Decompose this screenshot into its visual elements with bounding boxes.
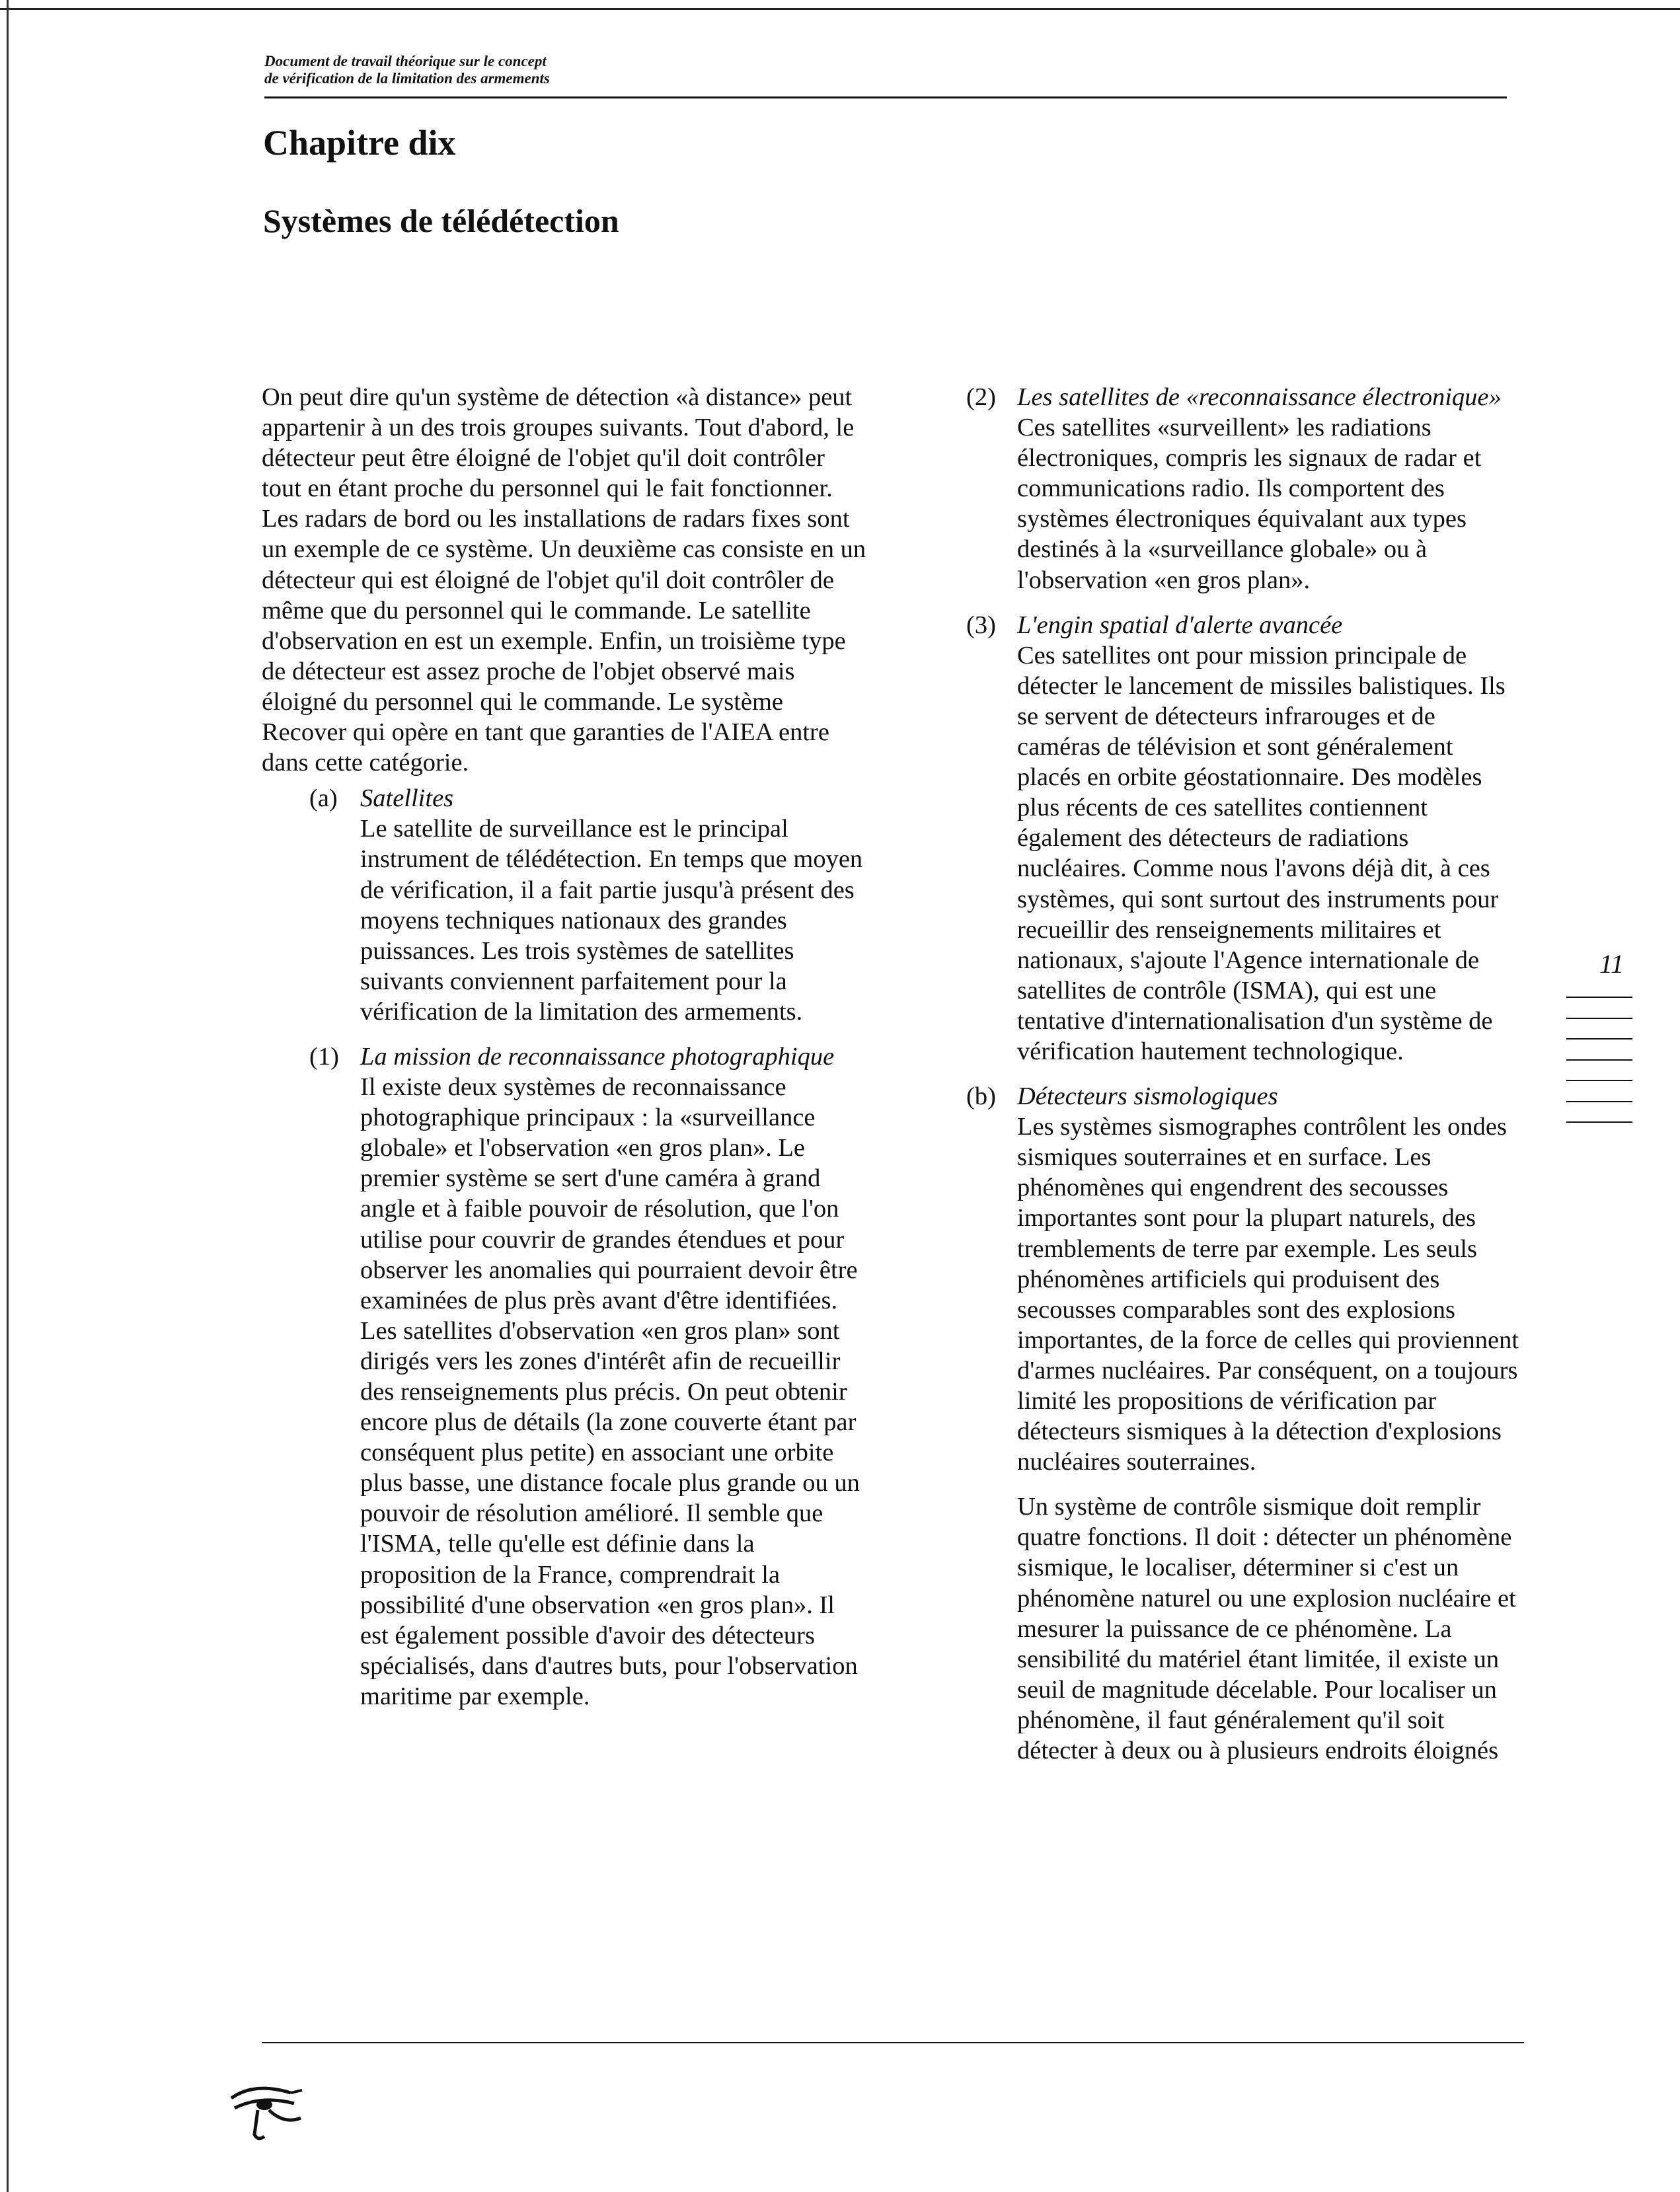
item-body: Ces satellites ont pour mission principale de détecter le lancement de missiles balistiques. Ils se servent de détecteurs infrarouges et de caméras de télévision et sont généralement placés en orbite géostationnaire. Des modèles plus récents de ces satellites contiennent également des détecteurs de radiations nucléaires. Comme nous l'avons déjà dit, à ces systèmes, qui sont surtout des instruments pour recueillir des renseignements militaires et nationaux, s'ajoute l'Agence internationale de satellites de contrôle (ISMA), qui est une tentative d'internationalisation d'un système de vérification hautement technologique. bbox=[1017, 641, 1506, 1065]
item-marker: (1) bbox=[309, 1042, 339, 1071]
item-body: Il existe deux systèmes de reconnaissance photographique principaux : la «surveillance globale» et l'observation «en gros plan». Le premier système se sert d'une caméra à grand angle et à faible pouvoir de résolution, que l'on utilise pour couvrir de grandes étendues et pour observer les anomalies qui pourraient devoir être examinées de plus près avant d'être identifiées. Les satellites d'observation «en gros plan» sont dirigés vers les zones d'intérêt afin de recueillir des renseignements plus précis. On peut obtenir encore plus de détails (la zone couverte étant par conséquent plus petite) en associant une orbite plus basse, une distance focale plus grande ou un pouvoir de résolution amélioré. Il semble que l'ISMA, telle qu'elle est définie dans la proposition de la France, comprendrait la possibilité d'une observation «en gros plan». Il est également possible d'avoir des détecteurs spécialisés, dans d'autres buts, pour l'observation maritime par exemple. bbox=[360, 1073, 860, 1710]
item-marker: (a) bbox=[309, 784, 338, 813]
item-a-satellites bbox=[309, 783, 866, 1027]
logo-svg bbox=[228, 2078, 307, 2144]
chapter-title: Chapitre dix bbox=[263, 123, 456, 163]
item-marker: (b) bbox=[966, 1082, 996, 1111]
header-rule bbox=[264, 96, 1507, 98]
margin-rule-lines bbox=[1566, 997, 1632, 1143]
margin-rule bbox=[1566, 1080, 1632, 1081]
item-body: Le satellite de surveillance est le principal instrument de télédétection. En temps que moyen de vérification, il a fait partie jusqu'à présent des moyens techniques nationaux des grandes puissances. Les trois systèmes de satellites suivants conviennent parfaitement pour la vérification de la limitation des armements. bbox=[360, 815, 863, 1026]
margin-rule bbox=[1566, 1018, 1632, 1019]
intro-paragraph: On peut dire qu'un système de détection «à distance» peut appartenir à un des trois groupes suivants. Tout d'abord, le détecteur peut être éloigné de l'objet qu'il doit contrôler tout en étant proche du personnel qui le fait fonctionner. Les radars de bord ou les installations de radars fixes sont un exemple de ce système. Un deuxième cas consiste en un détecteur qui est éloigné de l'objet qu'il doit contrôler de même que du personnel qui le commande. Le satellite d'observation en est un exemple. Enfin, un troisième type de détecteur est assez proche de l'objet observé mais éloigné du personnel qui le commande. Le système Recover qui opère en tant que garanties de l'AIEA entre dans cette catégorie. bbox=[262, 383, 866, 777]
margin-rule bbox=[1566, 1038, 1632, 1039]
item-heading: Détecteurs sismologiques bbox=[1017, 1082, 1278, 1111]
item-b-seismic bbox=[966, 1081, 1521, 1477]
footer-rule bbox=[262, 2042, 1524, 2043]
item-heading: Les satellites de «reconnaissance électronique» bbox=[1017, 383, 1502, 411]
running-header-line-1: Document de travail théorique sur le concept bbox=[264, 53, 547, 69]
margin-rule bbox=[1566, 997, 1632, 998]
right-column bbox=[966, 382, 1521, 1766]
item-2-electronic-recon bbox=[966, 382, 1521, 595]
eye-of-horus-logo-icon bbox=[228, 2078, 307, 2148]
seismic-paragraph-2: Un système de contrôle sismique doit remplir quatre fonctions. Il doit : détecter un phénomène sismique, le localiser, déterminer si c'est un phénomène naturel ou une explosion nucléaire et mesurer la puissance de ce phénomène. La sensibilité du matériel étant limitée, il existe un seuil de magnitude décelable. Pour localiser un phénomène, il faut généralement qu'il soit détecter à deux ou à plusieurs endroits éloignés bbox=[1017, 1493, 1516, 1765]
page-number: 11 bbox=[1599, 949, 1624, 979]
item-3-early-warning bbox=[966, 610, 1521, 1067]
left-edge-rule bbox=[7, 0, 9, 2192]
running-header bbox=[264, 53, 550, 87]
top-edge-rule bbox=[0, 8, 1680, 10]
item-heading: La mission de reconnaissance photographique bbox=[360, 1042, 835, 1071]
item-body: Ces satellites «surveillent» les radiations électroniques, compris les signaux de radar et communications radio. Ils comportent des systèmes électroniques équivalant aux types destinés à la «surveillance globale» ou à l'observation «en gros plan». bbox=[1017, 414, 1482, 594]
item-heading: Satellites bbox=[360, 784, 454, 813]
item-marker: (3) bbox=[966, 611, 996, 639]
left-column bbox=[262, 382, 866, 1712]
running-header-line-2: de vérification de la limitation des armements bbox=[264, 70, 550, 87]
item-1-photo-recon bbox=[309, 1041, 866, 1712]
section-title: Systèmes de télédétection bbox=[263, 202, 619, 239]
margin-rule bbox=[1566, 1101, 1632, 1102]
margin-rule bbox=[1566, 1059, 1632, 1061]
item-heading: L'engin spatial d'alerte avancée bbox=[1017, 611, 1343, 639]
margin-rule bbox=[1566, 1121, 1632, 1123]
item-marker: (2) bbox=[966, 383, 996, 411]
item-body: Les systèmes sismographes contrôlent les ondes sismiques souterraines et en surface. Les phénomènes qui engendrent des secousses importantes sont pour la plupart naturels, des tremblements de terre par exemple. Les seuls phénomènes artificiels qui produisent des secousses comparables sont des explosions importantes, de la force de celles qui proviennent d'armes nucléaires. Par conséquent, on a toujours limité les propositions de vérification par détecteurs sismiques à la détection d'explosions nucléaires souterraines. bbox=[1017, 1113, 1519, 1476]
